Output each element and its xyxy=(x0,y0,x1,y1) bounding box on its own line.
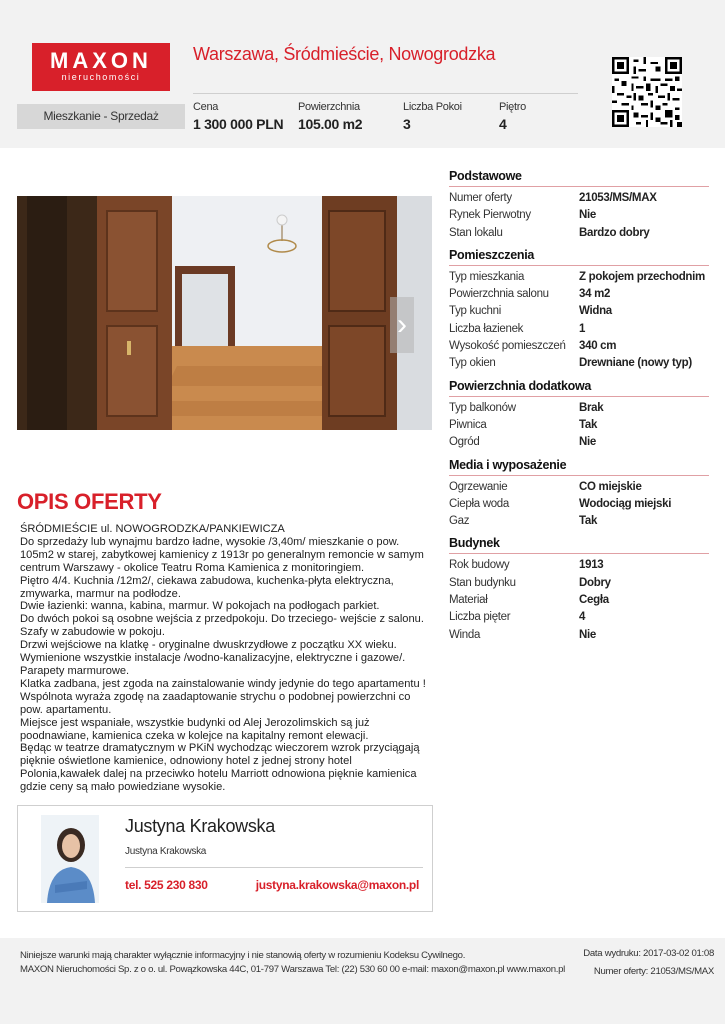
detail-value: Nie xyxy=(579,436,596,449)
description-line: pięknie oświetlone kamienice, odnowiony hotel z jednej strony hotel xyxy=(20,755,352,768)
detail-row xyxy=(449,207,709,224)
detail-value: Nie xyxy=(579,209,596,222)
detail-label: Materiał xyxy=(449,594,488,607)
details-panel xyxy=(449,168,709,649)
property-type-badge: Mieszkanie - Sprzedaż xyxy=(17,104,185,129)
detail-label: Stan lokalu xyxy=(449,226,503,239)
detail-label: Numer oferty xyxy=(449,192,512,204)
detail-label: Ogrzewanie xyxy=(449,480,508,493)
detail-row xyxy=(449,434,709,451)
section-heading: Powierzchnia dodatkowa xyxy=(449,378,709,397)
footer-company: MAXON Nieruchomości Sp. z o o. ul. Powązkowska 44C, 01-797 Warszawa Tel: (22) 530 60 00 e-mail: maxon@maxon.pl www.maxon.pl xyxy=(20,964,565,975)
detail-value: Nie xyxy=(579,628,596,641)
agent-email-link[interactable]: justyna.krakowska@maxon.pl xyxy=(255,878,419,892)
stat-value: 4 xyxy=(499,116,507,132)
section-heading: Media i wyposażenie xyxy=(449,457,709,476)
detail-label: Liczba pięter xyxy=(449,611,511,624)
detail-row xyxy=(449,592,709,609)
detail-row xyxy=(449,225,709,242)
stat-price xyxy=(193,101,283,132)
detail-row xyxy=(449,321,709,338)
description-line: poodnawiane, kamienica czeka w kolejce na kapitalny remont elewacji. xyxy=(20,729,369,742)
detail-label: Ogród xyxy=(449,436,480,449)
stat-value: 1 300 000 PLN xyxy=(193,116,284,132)
description-line: centrum Warszawy - okolice Teatru Roma Kamienica z monitoringiem. xyxy=(20,561,365,574)
agent-avatar xyxy=(41,815,99,903)
maxon-logo[interactable] xyxy=(32,43,170,91)
footer-disclaimer: Niniejsze warunki mają charakter wyłącznie informacyjny i nie stanowią oferty w rozumieniu Kodeksu Cywilnego. xyxy=(20,950,466,961)
logo-main-text: MAXON xyxy=(50,48,152,73)
section-heading: Pomieszczenia xyxy=(449,247,709,266)
detail-value: Drewniane (nowy typ) xyxy=(579,357,692,370)
detail-value: 21053/MS/MAX xyxy=(579,192,657,204)
description-line: Drzwi wejściowe na klatkę - oryginalne dwuskrzydłowe z początku XX wieku. xyxy=(20,639,397,652)
description-line: Do sprzedaży lub wynajmu bardzo ładne, wysokie /3,40m/ mieszkanie o pow. xyxy=(20,535,400,548)
detail-row xyxy=(449,190,709,207)
photo-next-button[interactable] xyxy=(390,297,414,353)
description-line: gdzie ceny są mało powiedziane wysokie. xyxy=(20,781,226,794)
detail-row xyxy=(449,355,709,372)
detail-value: Bardzo dobry xyxy=(579,226,650,239)
detail-label: Rynek Pierwotny xyxy=(449,209,531,222)
detail-label: Gaz xyxy=(449,515,470,528)
stat-value: 3 xyxy=(403,116,411,132)
stat-floor xyxy=(499,101,526,132)
description-line: Do dwóch pokoi są osobne wejścia z przedpokoju. Do trzeciego- wejście z salonu. xyxy=(20,613,424,626)
agent-subtitle: Justyna Krakowska xyxy=(125,846,207,857)
stat-label: Powierzchnia xyxy=(298,101,360,113)
header xyxy=(0,0,725,148)
detail-label: Typ mieszkania xyxy=(449,270,525,283)
detail-value: Widna xyxy=(579,305,612,318)
description-line: Klatka zadbana, jest zgoda na zainstalowanie windy jedynie do tego apartamentu ! xyxy=(20,677,426,690)
detail-row xyxy=(449,479,709,496)
detail-row xyxy=(449,338,709,355)
stat-label: Liczba Pokoi xyxy=(403,101,462,113)
detail-value: Z pokojem przechodnim xyxy=(579,270,705,283)
description-line: pow. apartamentu. xyxy=(20,703,112,716)
details-section xyxy=(449,535,709,643)
description-line: Piętro 4/4. Kuchnia /12m2/, ciekawa zabudowa, kuchenka-płyta elektryczna, xyxy=(20,574,394,587)
description-line: Parapety marmurowe. xyxy=(20,664,130,677)
detail-value: 1913 xyxy=(579,559,604,572)
description-line: Miejsce jest wspaniałe, wszystkie budynki od Alej Jerozolimskich są już xyxy=(20,716,370,729)
description-title: OPIS OFERTY xyxy=(17,489,162,514)
stat-area xyxy=(298,101,362,132)
location-title: Warszawa, Śródmieście, Nowogrodzka xyxy=(193,44,496,64)
description-line: 105m2 w starej, zabytkowej kamienicy z 1913r po generalnym remoncie w samym xyxy=(20,548,424,561)
agent-card xyxy=(17,805,433,912)
details-section xyxy=(449,457,709,531)
description-line: zmywarka, marmur na podłodze. xyxy=(20,587,181,600)
detail-row xyxy=(449,609,709,626)
detail-row xyxy=(449,269,709,286)
description-line: Dwie łazienki: wanna, kabina, marmur. W pokojach na podłogach parkiet. xyxy=(20,600,380,613)
footer-offer-number: Numer oferty: 21053/MS/MAX xyxy=(593,966,714,977)
detail-row xyxy=(449,575,709,592)
section-heading: Podstawowe xyxy=(449,168,709,187)
detail-value: 340 cm xyxy=(579,340,617,353)
description-line: Wspólnota wyraża zgodę na zaadaptowanie strychu o podobnej powierzchni co xyxy=(20,690,411,703)
detail-label: Typ kuchni xyxy=(449,305,501,318)
agent-phone-link[interactable]: tel. 525 230 830 xyxy=(125,878,208,892)
footer-print-date: Data wydruku: 2017-03-02 01:08 xyxy=(583,948,714,959)
photo-image xyxy=(17,196,432,430)
property-photo[interactable] xyxy=(17,196,432,430)
detail-value: Cegła xyxy=(579,594,609,607)
detail-value: Wodociąg miejski xyxy=(579,497,672,510)
details-section xyxy=(449,247,709,373)
detail-row xyxy=(449,513,709,530)
chevron-right-icon: › xyxy=(397,308,407,341)
stat-rooms xyxy=(403,101,462,132)
detail-label: Rok budowy xyxy=(449,559,510,572)
detail-label: Piwnica xyxy=(449,418,487,431)
detail-label: Typ balkonów xyxy=(449,401,516,414)
detail-label: Wysokość pomieszczeń xyxy=(449,340,566,353)
stat-value: 105.00 m2 xyxy=(298,116,363,132)
detail-label: Ciepła woda xyxy=(449,497,509,510)
stat-label: Piętro xyxy=(499,101,526,113)
description-line: Wymienione wszystkie instalacje /wodno-kanalizacyjne, elektryczne i gazowe/. xyxy=(20,652,406,665)
detail-value: Dobry xyxy=(579,576,611,589)
agent-divider xyxy=(125,867,423,868)
detail-value: 1 xyxy=(579,322,586,335)
description-line: ŚRÓDMIEŚCIE ul. NOWOGRODZKA/PANKIEWICZA xyxy=(20,523,285,535)
detail-row xyxy=(449,557,709,574)
detail-value: 4 xyxy=(579,611,586,624)
header-divider xyxy=(193,93,578,94)
logo-sub-text: nieruchomości xyxy=(61,72,141,82)
detail-row xyxy=(449,286,709,303)
description-body xyxy=(20,523,430,794)
footer xyxy=(0,938,725,1024)
detail-value: Tak xyxy=(579,418,598,431)
details-section xyxy=(449,168,709,242)
description-line: Będąc w teatrze dramatycznym w PKiN wychodząc wieczorem wzrok przyciągają xyxy=(20,742,420,755)
detail-value: 34 m2 xyxy=(579,288,611,301)
qr-code[interactable] xyxy=(612,57,682,127)
detail-label: Liczba łazienek xyxy=(449,322,524,335)
detail-value: Brak xyxy=(579,401,604,414)
section-heading: Budynek xyxy=(449,535,709,554)
detail-value: Tak xyxy=(579,515,598,528)
detail-row xyxy=(449,400,709,417)
detail-row xyxy=(449,496,709,513)
agent-name: Justyna Krakowska xyxy=(125,816,275,836)
detail-label: Powierzchnia salonu xyxy=(449,288,549,301)
detail-label: Typ okien xyxy=(449,357,496,370)
detail-value: CO miejskie xyxy=(579,480,642,493)
detail-label: Stan budynku xyxy=(449,576,516,589)
description-line: Szafy w zabudowie w pokoju. xyxy=(20,626,165,639)
stat-label: Cena xyxy=(193,101,219,113)
detail-label: Winda xyxy=(449,628,481,641)
detail-row xyxy=(449,627,709,644)
description-line: Polonia,kawałek dalej na przeciwko hotelu Marriott odnowiona pięknie kamienica xyxy=(20,768,417,781)
details-section xyxy=(449,378,709,452)
detail-row xyxy=(449,417,709,434)
detail-row xyxy=(449,303,709,320)
